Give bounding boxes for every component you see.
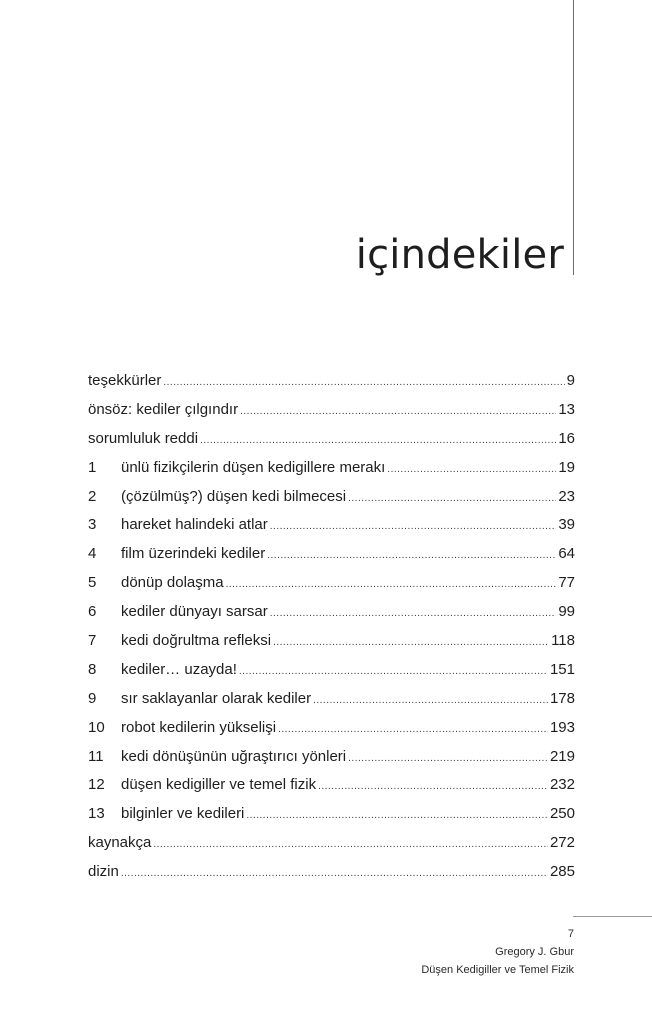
toc-entry-title: robot kedilerin yükselişi: [121, 718, 277, 736]
toc-entry-page: 118: [551, 632, 575, 650]
toc-entry[interactable]: [88, 861, 575, 890]
toc-entry-title: kedi dönüşünün uğraştırıcı yönleri: [121, 747, 347, 765]
toc-entry-number: 13: [88, 805, 105, 823]
toc-dot-leader: [270, 603, 557, 625]
page-title: içindekiler: [355, 232, 564, 278]
title-divider-line: [573, 0, 574, 275]
toc-entry-title: bilginler ve kedileri: [121, 805, 245, 823]
toc-dot-leader: [348, 488, 556, 510]
toc-dot-leader: [153, 834, 548, 856]
toc-entry[interactable]: [88, 457, 575, 486]
toc-entry-page: 39: [558, 516, 575, 534]
toc-entry-page: 99: [558, 603, 575, 621]
toc-entry-page: 16: [558, 429, 575, 447]
toc-entry[interactable]: [88, 803, 575, 832]
toc-entry-number: 11: [88, 747, 104, 765]
toc-entry-title: kedi doğrultma refleksi: [121, 632, 272, 650]
toc-entry-title: kediler dünyayı sarsar: [121, 603, 268, 621]
toc-dot-leader: [239, 661, 548, 683]
toc-entry-number: 8: [88, 660, 97, 678]
page-footer: [421, 925, 574, 979]
toc-entry-number: 2: [88, 487, 97, 505]
toc-entry[interactable]: [88, 486, 575, 515]
toc-entry-number: 12: [88, 776, 105, 794]
toc-entry[interactable]: [88, 514, 575, 543]
toc-dot-leader: [226, 574, 557, 596]
toc-dot-leader: [163, 372, 564, 394]
toc-entry-page: 19: [558, 458, 575, 476]
toc-entry-number: 1: [88, 458, 97, 476]
toc-entry-title: ünlü fizikçilerin düşen kedigillere merakı: [121, 458, 386, 476]
toc-entry-page: 193: [549, 718, 575, 736]
toc-entry-title: düşen kedigiller ve temel fizik: [121, 776, 317, 794]
toc-entry-page: 232: [549, 776, 575, 794]
toc-dot-leader: [313, 690, 548, 712]
toc-entry-page: 219: [549, 747, 575, 765]
toc-entry[interactable]: [88, 746, 575, 775]
toc-entry-title: önsöz: kediler çılgındır: [88, 400, 239, 418]
toc-entry-page: 77: [558, 574, 575, 592]
toc-entry-page: 178: [549, 689, 575, 707]
toc-entry[interactable]: [88, 688, 575, 717]
toc-entry-page: 23: [558, 487, 575, 505]
toc-entry[interactable]: [88, 370, 575, 399]
toc-entry-title: teşekkürler: [88, 372, 162, 389]
toc-entry[interactable]: [88, 428, 575, 457]
toc-dot-leader: [318, 776, 548, 798]
footer-author: Gregory J. Gbur: [495, 946, 574, 958]
toc-entry[interactable]: [88, 774, 575, 803]
toc-dot-leader: [246, 805, 548, 827]
toc-entry-title: kediler… uzayda!: [121, 660, 237, 678]
toc-dot-leader: [270, 516, 557, 538]
toc-dot-leader: [267, 545, 556, 567]
toc-entry-page: 285: [549, 863, 575, 881]
toc-entry-page: 64: [558, 545, 575, 563]
toc-entry-title: film üzerindeki kediler: [121, 545, 266, 563]
toc-entry-number: 5: [88, 574, 97, 592]
toc-entry-title: (çözülmüş?) düşen kedi bilmecesi: [121, 487, 347, 505]
toc-entry[interactable]: [88, 399, 575, 428]
toc-entry-page: 13: [558, 400, 575, 418]
toc-entry-title: dönüp dolaşma: [121, 574, 224, 592]
toc-dot-leader: [278, 719, 548, 741]
toc-entry[interactable]: [88, 832, 575, 861]
page-number: 7: [567, 928, 574, 940]
toc-entry-page: 151: [549, 660, 575, 678]
toc-entry-number: 6: [88, 603, 97, 621]
toc-entry[interactable]: [88, 630, 575, 659]
footer-book-title: Düşen Kedigiller ve Temel Fizik: [421, 964, 574, 976]
toc-entry-title: kaynakça: [88, 834, 152, 852]
toc-entry-number: 4: [88, 545, 97, 563]
toc-dot-leader: [348, 748, 548, 770]
toc-entry-number: 10: [88, 718, 105, 736]
toc-entry[interactable]: [88, 717, 575, 746]
toc-entry-number: 3: [88, 516, 97, 534]
toc-dot-leader: [273, 632, 549, 654]
toc-dot-leader: [121, 863, 548, 885]
toc-dot-leader: [200, 430, 556, 452]
table-of-contents: [88, 370, 575, 890]
toc-entry-title: sır saklayanlar olarak kediler: [121, 689, 312, 707]
toc-entry-title: hareket halindeki atlar: [121, 516, 268, 534]
toc-entry-page: 250: [549, 805, 575, 823]
toc-dot-leader: [240, 401, 556, 423]
toc-entry-number: 7: [88, 632, 97, 650]
toc-entry-page: 272: [549, 834, 575, 852]
toc-entry[interactable]: [88, 543, 575, 572]
toc-entry[interactable]: [88, 601, 575, 630]
toc-dot-leader: [387, 459, 556, 481]
toc-entry-title: sorumluluk reddi: [88, 429, 199, 447]
toc-entry-page: 9: [566, 372, 575, 389]
toc-entry-number: 9: [88, 689, 97, 707]
toc-entry[interactable]: [88, 572, 575, 601]
toc-entry[interactable]: [88, 659, 575, 688]
footer-divider-line: [573, 916, 652, 917]
toc-entry-title: dizin: [88, 863, 119, 881]
